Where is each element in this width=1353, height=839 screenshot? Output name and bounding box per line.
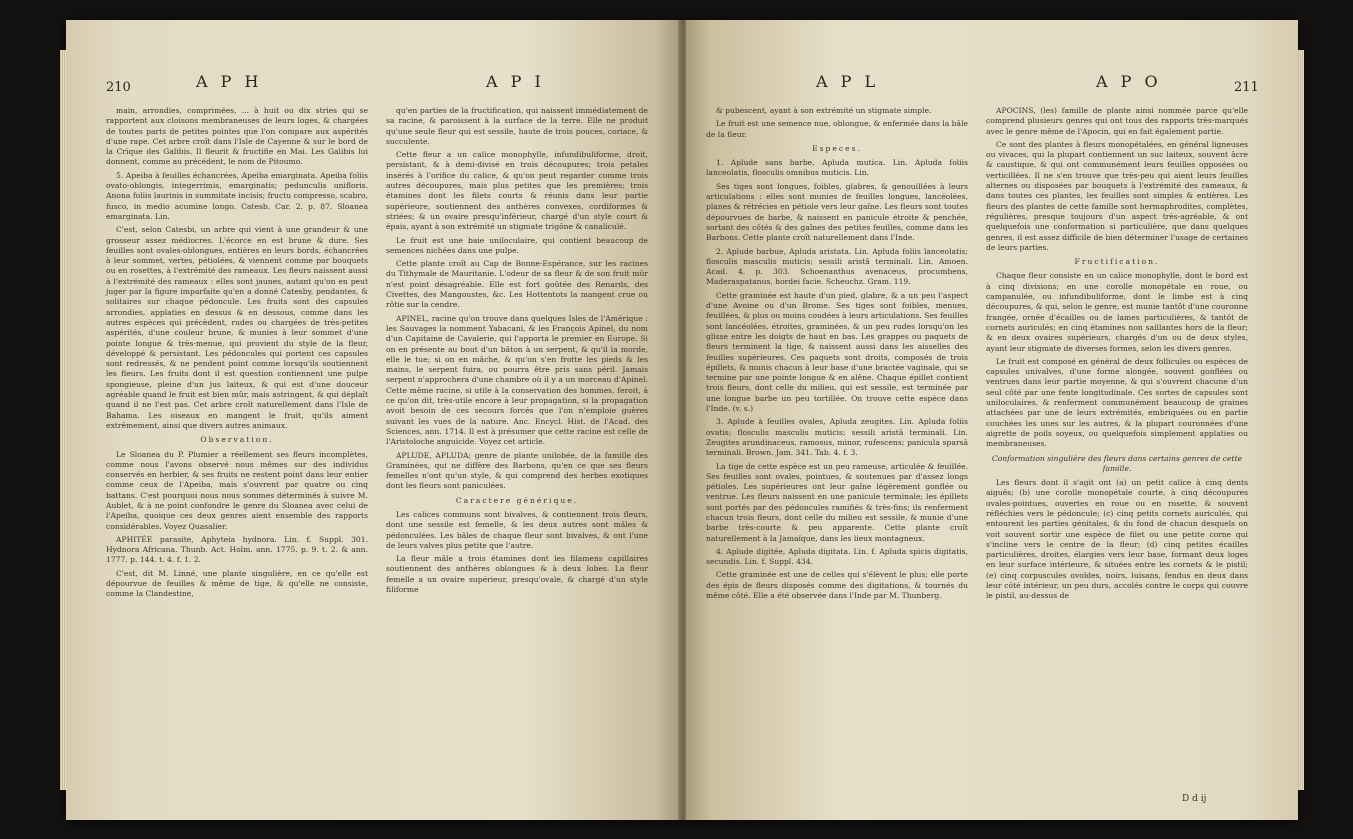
section-heading: Conformation singulière des fleurs dans certains genres de cette famille. xyxy=(991,453,1243,473)
section-heading: Fructification. xyxy=(1074,257,1160,267)
paragraph: Ce sont des plantes à fleurs monopétalées, en général ligneuses ou vivaces, qui la plupart contiennent un suc laiteux, souvent âcre & caustique, & qui ont communément leurs feuilles opposées ou verticillées. Il ne s'en trouve que très-peu qui aient leurs feuilles alternes ou disposées par bouquets à l'extrémité des rameaux, & dans toutes ces plantes, les feuilles sont simples & entières. Les fleurs des plantes de cette famille sont hermaphrodites, complètes, régulières, presque toujours d'un aspect très-agréable, & ont quelquefois une conformation si particulière, que dans quelques genres, il est assez difficile de bien déterminer l'usage de certaines de leurs parties. xyxy=(986,139,1248,252)
section-heading: Caractere générique. xyxy=(455,495,579,505)
paragraph: Le Sloanea du P. Plumier a réellement ses fleurs incomplètes, comme nous l'avons observé nous mêmes sur des individus conservés en herbier, & ses fruits ne restent point dans leur entier comme ceux de l'Apeiba, mais s'ouvrent par quatre ou cinq battans. C'est pourquoi nous nous sommes déterminés à suivre M. Aublet, & à ne point confondre le genre du Sloanea avec celui de l'Apeiba, quoique ces deux genres aient ensemble des rapports considérables. Voyez Quasalier. xyxy=(106,449,368,531)
paragraph: 1. Aplude sans barbe, Apluda mutica. Lin. Apluda foliis lanceolatis, flosculis omnibus muticis. Lin. xyxy=(706,158,968,178)
paragraph: 3. Aplude à feuilles ovales, Apluda zeugites. Lin. Apluda foliis ovatis; flosculis masculis muticis; sessili aristâ terminali. Lin. Zeugites arundinaceus, ramosus, minor, rufescens; panicula sparsâ terminali. Brown. Jam. 341. Tab. 4. f. 3. xyxy=(706,417,968,458)
running-head: A P L xyxy=(816,72,880,91)
text-column xyxy=(386,106,648,598)
paragraph: Cette graminée est haute d'un pied, glabre, & a un peu l'aspect d'une Avoine ou d'un Brome. Ses tiges sont foibles, menues, feuillées, & plus ou moins coudées à leurs articulations. Ses feuilles sont lancéolées, étroites, graminées, & un peu rudes lorsqu'on les glisse entre les doigts de haut en bas. Les grappes ou paquets de fleurs terminent la tige, & naissent aussi dans les aisselles des feuilles supérieures. Ces paquets sont droits, composés de trois épillets, & munis chacun à leur base d'une bractée vaginale, qui se termine par une pointe longue & en alêne. Chaque épillet contient trois fleurs, dont celle du milieu, qui est sessile, est terminée par une longue barbe un peu tortillée. On trouve cette espèce dans l'Inde. (v. s.) xyxy=(706,290,968,414)
paragraph: APHITÉE parasite, Aphyteia hydnora. Lin. f. Suppl. 301. Hydnora Africana. Thunb. Act. Holm. ann. 1775. p. 9. t. 2. & ann. 1777. p. 144. t. 4. f. 1. 2. xyxy=(106,534,368,565)
paragraph: qu'en parties de la fructification, qui naissent immédiatement de sa racine, & paroissent à la surface de la terre. Elle ne produit qu'une seule fleur qui est sessile, haute de trois pouces, coriace, & succulente. xyxy=(386,106,648,146)
page-number: 210 xyxy=(106,80,131,95)
paragraph: Cette fleur a un calice monophylle, infundibuliforme, droit, persistant, & à demi-divisé en trois découpures; trois petales insérés à l'orifice du calice, & qu'on peut regarder comme trois autres découpures, mais plus petites que les premières; trois étamines dont les filets courts & réunis dans leur partie supérieure, soutiennent des anthères convexes, cordiformes & striées; & un ovaire presqu'inférieur, chargé d'un style court & épais, ayant à son extrémité un stigmate trigône & canaliculé. xyxy=(386,150,648,232)
paragraph: 2. Aplude barbue, Apluda aristata. Lin. Apluda foliis lanceolatis; flosculis masculis muticis; sessili aristâ terminali. Lin. Amoen. Acad. 4. p. 303. Schoenanthus avenaceus, procumbens, Maderaspatanus, hordei facie. Scheuchz. Gram. 119. xyxy=(706,246,968,287)
left-page xyxy=(66,20,680,820)
text-column xyxy=(706,106,968,604)
paragraph: Le fruit est une semence nue, oblongue, & enfermée dans la bâle de la fleur. xyxy=(706,119,968,139)
paragraph: 5. Apeiba à feuilles échancrées, Apeiba emarginata. Apeiba foliis ovato-oblongis, integerrimis, emarginatis; pedunculis unifloris. Anona foliis laurinis in summitate incisis; fructu compresso, scabro, fusco, in medio acumine longo. Catesb. Car. 2. p. 87. Sloanea emarginata. Lin. xyxy=(106,170,368,221)
paragraph: La fleur mâle a trois étamines dont les filamens capillaires soutiennent des anthères oblongues & à deux lobes. La fleur femelle a un ovaire supérieur, presqu'ovale, & chargé d'un style filiforme xyxy=(386,554,648,595)
paragraph: APINEL, racine qu'on trouve dans quelques Isles de l'Amérique : les Sauvages la nomment Yabacani, & les François Apinel, du nom d'un Capitaine de Cavalerie, qui l'apporta le premier en Europe. Si on en présente au bout d'un bâton à un serpent, & qu'il la morde, elle le tue; si on en mâche, & qu'on s'en frotte les pieds & les mains, le serpent fuira, ou pourra être pris sans péril. Jamais serpent n'approchera d'une chambre où il y a un morceau d'Apinel. Cette même racine, si utile à la conservation des hommes, feroit, à ce qu'on dit, très-utile encore à leur propagation, si la propagation avoit besoin de ces secours forcés que l'on n'emploie guères suivant les vues de la nature. Anc. Encycl. Hist. de l'Acad. des Sciences, ann. 1714. Il est à présumer que cette racine est celle de l'Aristoloche anguicide. Voyez cet article. xyxy=(386,313,648,447)
text-column xyxy=(986,106,1248,605)
paragraph: & pubescent, ayant à son extrémité un stigmate simple. xyxy=(716,106,932,115)
running-head: A P O xyxy=(1096,72,1162,91)
paragraph: Cette plante croît au Cap de Bonne-Espérance, sur les racines du Tithymale de Mauritanie. L'odeur de sa fleur & de son fruit mûr n'est point désagréable. Elle est fort goûtée des Renards, des Civettes, des Mangoustes, &c. Les Hottentots la mangent crue ou rôtie sur la cendre. xyxy=(386,259,648,310)
paragraph: Les calices communs sont bivalves, & contiennent trois fleurs, dont une sessile est femelle, & les deux autres sont mâles & pédonculées. Les bâles de chaque fleur sont bivalves, & ont l'une de leurs valves plus petite que l'autre. xyxy=(386,509,648,550)
paragraph: C'est, dit M. Linné, une plante singulière, en ce qu'elle est dépourvue de feuilles & même de tige, & qu'elle ne consiste, comme la Clandestine, xyxy=(106,568,368,599)
page-edges-right xyxy=(1298,50,1304,790)
running-head: A P H xyxy=(196,72,263,91)
section-heading: Observation. xyxy=(200,435,274,445)
paragraph: Chaque fleur consiste en un calice monophylle, dont le bord est à cinq divisions; en une corolle monopétale en roue, ou campanulée, ou infundibuliforme, dont le limbe est à cinq découpures, & qui, selon le genre, est munie tantôt d'une couronne frangée, ornée d'écailles ou de lames particulières, & tantôt de cornets auriculés; en cinq étamines non saillantes hors de la fleur; & en deux ovaires supérieurs, chargés d'un ou de deux styles, ayant leur stigmate de diverses formes, selon les divers genres. xyxy=(986,271,1248,353)
paragraph: APLUDE, APLUDA; genre de plante unilobée, de la famille des Graminées, qui ne diffère des Barbons, qu'en ce que ses fleurs femelles n'ont qu'un style, & qui comprend des herbes exotiques dont les fleurs sont paniculées. xyxy=(386,450,648,491)
book-spread xyxy=(66,20,1298,820)
paragraph: Le fruit est composé en général de deux follicules ou espèces de capsules univalves, d'une forme alongée, souvent gonflées ou ventrues dans leur partie moyenne, & qui s'ouvrent chacune d'un seul côté par une fente longitudinale. Ces sortes de capsules sont uniloculaires, & renferment communément beaucoup de graines attachées par une de leurs extrémités, embriquées ou en partie couchées les unes sur les autres, & la plupart couronnées d'une aigrette de poils soyeux, ou quelquefois simplement applaties ou membraneuses. xyxy=(986,356,1248,449)
signature-mark: D d ij xyxy=(1182,794,1207,804)
text-column xyxy=(106,106,368,603)
running-head: A P I xyxy=(486,72,545,91)
paragraph: 4. Aplude digitée, Apluda digitata. Lin. f. Apluda spicis digitatis, secundis. Lin. f. Suppl. 434. xyxy=(706,546,968,567)
paragraph: Ses tiges sont longues, foibles, glabres, & genouillées à leurs articulations : elles sont munies de feuilles longues, lancéolées, planes & rétrécies en pétiole vers leur gaîne. Les fleurs sont toutes dépourvues de barbe, & naissent en panicule étroite & penchée, sortant des côtés & des gaînes des petites feuilles, comme dans les Barbons. Cette plante croît naturellement dans l'Inde. xyxy=(706,181,968,243)
paragraph: Le fruit est une baie uniloculaire, qui contient beaucoup de semences nichées dans une pulpe. xyxy=(386,235,648,255)
paragraph: Cette graminée est une de celles qui s'élèvent le plus; elle porte des épis de fleurs disposés comme des digitations, & tournés du même côté. Elle a été observée dans l'Inde par M. Thunberg. xyxy=(706,570,968,601)
right-page xyxy=(686,20,1298,820)
paragraph: C'est, selon Catesbi, un arbre qui vient à une grandeur & une grosseur assez médiocres. L'écorce en est brune & dure. Ses feuilles sont ovales-oblongues, entières en leurs bords, échancrées à leur sommet, vertes, pétiolées, & viennent comme par bouquets ou en rosettes, à l'extrémité des rameaux. Les fleurs naissent aussi à l'extrémité des rameaux : elles sont jaunes, autant qu'on en peut juger par la figure imparfaite qu'en a donné Catesby, pendantes, & solitaires sur chaque pédoncule. Les fruits sont des capsules arrondies, applaties en dessus & en dessous, comme dans les autres espèces qui précèdent, rudes ou chargées de très-petites aspérités, d'une couleur brune, & munies à leur sommet d'une pointe longue & très-menue, qui provient du style de la fleur, développé & persistant. Les pédoncules qui portent ces capsules sont redressés, & ne pendent point comme lorsqu'ils soutiennent les fleurs. Les fruits dont il est question contiennent une pulpe spongieuse, pleine d'un jus laiteux, & qui est d'une douceur agréable quand le fruit est bien mûr, mais astringent, & qui déplaît quand il ne l'est pas. Cet arbre croît naturellement dans l'Isle de Bahama. Les oiseaux en mangent le fruit, qu'ils aiment extrêmement, ainsi que divers autres animaux. xyxy=(106,225,368,430)
section-heading: Especes. xyxy=(812,143,862,153)
paragraph: Les fleurs dont il s'agit ont (a) un petit calice à cinq dents aiguës; (b) une corolle monopétale courte, à cinq découpures ovales-pointues, ouvertes en roue ou en rosette, & souvent réfléchies vers le pédoncule; (c) cinq petits cornets auriculés, qui entourent les parties génitales, & du fond de chacun desquels on voit souvent sortir une espèce de filet ou une petite corne qui s'incline vers le centre de la fleur; (d) cinq petites écailles particulières, droites, élargies vers leur base, formant deux loges en leur surface intérieure, & situées entre les cornets & le pistil; (e) cinq corpuscules ovoïdes, noirs, luisans, fendus en deux dans leur côté intérieur, un peu durs, accolés contre le corps qui couvre le pistil, au-dessus de xyxy=(986,478,1248,601)
paragraph: main, arrondies, comprimées, ... à huit ou dix stries qui se rapportent aux cloisons membraneuses de leurs loges, & chargées de toutes parts de petites pointes que l'on compare aux aspérités d'une rape. Cet arbre croît dans l'Isle de Cayenne & sur le bord de la Crique des Galibis. Il fleurit & fructifie en Mai. Les Galibis lui donnent, comme au précédent, le nom de Pitoumo. xyxy=(106,106,368,167)
paragraph: La tige de cette espèce est un peu rameuse, articulée & feuillée. Ses feuilles sont ovales, pointues, & soutenues par d'assez longs pétioles. Les supérieures ont leur gaîne légèrement gonflée ou ventrue. Les fleurs naissent en une panicule terminale; les épillets sont portés par des pédoncules ramifiés & très-fins; ils renferment chacun trois fleurs, dont celle du milieu est sessile, & munie d'une barbe très-courte & peu apparente. Cette plante croît naturellement à la Jamaïque, dans les lieux montagneux. xyxy=(706,461,968,543)
page-number: 211 xyxy=(1234,80,1259,95)
paragraph: APOCINS, (les) famille de plante ainsi nommée parce qu'elle comprend plusieurs genres qui ont tous des rapports très-marqués avec le genre même de l'Apocin, qui en fait également partie. xyxy=(986,106,1248,136)
